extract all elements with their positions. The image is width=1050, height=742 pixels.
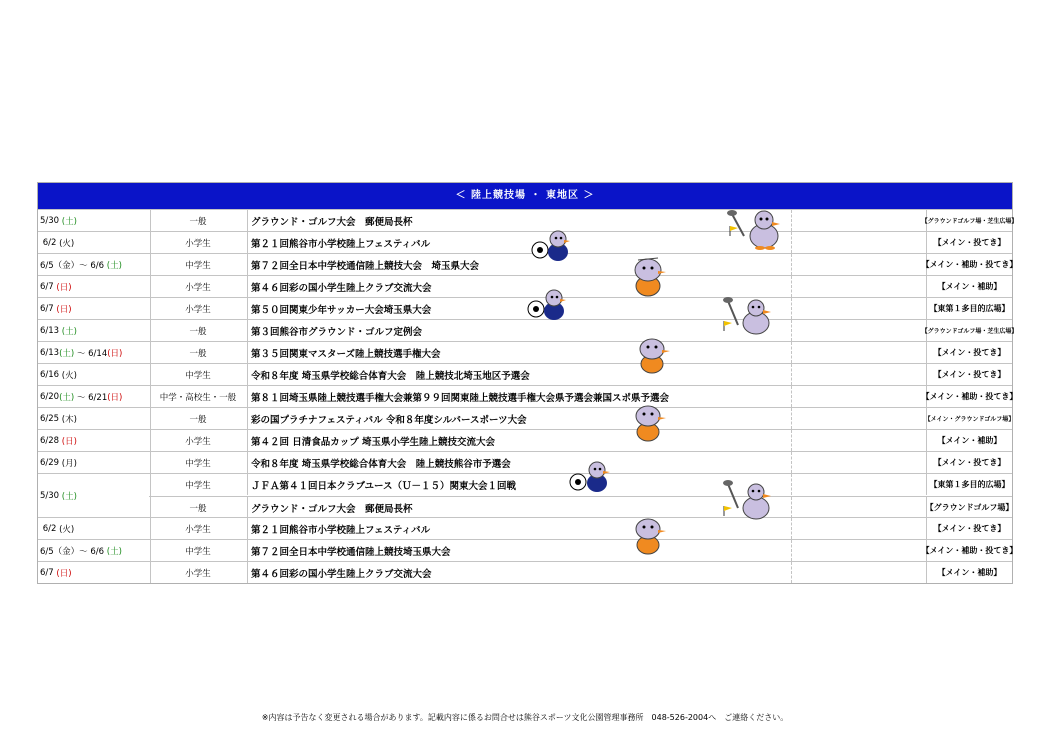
table-row xyxy=(38,297,1012,319)
event-cell: 第４６回彩の国小学生陸上クラブ交流大会 xyxy=(248,562,792,583)
category-cell: 小学生 xyxy=(149,298,248,319)
event-cell: 第４２回 日清食品カップ 埼玉県小学生陸上競技交流大会 xyxy=(248,430,792,451)
table-row xyxy=(38,341,1012,363)
footer-note: ※内容は予告なく変更される場合があります。記載内容に係るお問合せは熊谷スポーツ文化公園管理事務所 048-526-2004へ ご連絡ください。 xyxy=(261,713,789,722)
venue-cell: 【メイン・投てき】 xyxy=(933,348,1006,357)
date-cell: 5/30 (土) xyxy=(38,210,151,231)
category-cell: 小学生 xyxy=(149,276,248,297)
event-cell: ＪＦＡ第４１回日本クラブユース（Ｕ－１５）関東大会１回戦 xyxy=(248,474,792,495)
event-cell: 第２１回熊谷市小学校陸上フェスティバル xyxy=(248,232,792,253)
category-cell: 小学生 xyxy=(149,232,248,253)
venue-cell: 【グラウンドゴルフ場・芝生広場】 xyxy=(921,218,1018,225)
date-cell: 6/5（金）～ 6/6 (土) xyxy=(38,540,151,561)
soccer-mascot-icon xyxy=(526,287,570,321)
table-row xyxy=(38,275,1012,297)
category-cell: 小学生 xyxy=(149,562,248,583)
date-cell: 6/28 (日) xyxy=(38,430,151,451)
event-cell: グラウンド・ゴルフ大会 郵便局長杯 xyxy=(248,210,792,231)
date-cell: 6/25 (木) xyxy=(38,408,151,429)
soccer-mascot-icon xyxy=(530,228,574,262)
venue-cell: 【東第１多目的広場】 xyxy=(929,480,1010,489)
table-row xyxy=(38,209,1018,231)
table-row xyxy=(38,561,1012,583)
date-cell: 6/20 (土) ～ 6/21 (日) xyxy=(38,386,151,407)
table-row xyxy=(38,517,1012,539)
category-cell: 中学・高校生・一般 xyxy=(149,386,248,407)
category-cell: 中学生 xyxy=(149,452,248,473)
schedule-table xyxy=(37,182,1018,584)
event-cell: グラウンド・ゴルフ大会 郵便局長杯 xyxy=(248,497,792,518)
event-cell: 第４６回彩の国小学生陸上クラブ交流大会 xyxy=(248,276,792,297)
category-cell: 一般 xyxy=(149,342,248,363)
table-row-group xyxy=(38,473,1012,517)
golf-mascot-icon xyxy=(722,206,784,250)
category-cell: 中学生 xyxy=(149,540,248,561)
table-row xyxy=(38,385,1018,407)
date-cell: 6/5（金）～ 6/6 (土) xyxy=(38,254,151,275)
date-cell: 6/13 (土) ～ 6/14 (日) xyxy=(38,342,151,363)
table-row xyxy=(38,231,1012,253)
table-row xyxy=(38,429,1012,451)
date-cell: 6/7 (日) xyxy=(38,276,151,297)
event-cell: 第３回熊谷市グラウンド・ゴルフ定例会 xyxy=(248,320,792,341)
category-cell: 一般 xyxy=(149,320,248,341)
category-cell: 中学生 xyxy=(149,254,248,275)
category-cell: 一般 xyxy=(149,497,248,518)
table-row xyxy=(38,407,1015,429)
category-cell: 小学生 xyxy=(149,518,248,539)
runner-mascot-icon xyxy=(628,512,672,556)
table-row xyxy=(38,451,1012,473)
event-cell: 第７２回全日本中学校通信陸上競技大会 埼玉県大会 xyxy=(248,254,792,275)
venue-cell: 【メイン・補助・投てき】 xyxy=(921,392,1018,401)
date-cell: 6/2 (火) xyxy=(38,232,151,253)
venue-cell: 【メイン・投てき】 xyxy=(933,238,1006,247)
date-cell: 6/7 (日) xyxy=(38,298,151,319)
date-cell: 6/13 (土) xyxy=(38,320,151,341)
event-cell: 第８１回埼玉県陸上競技選手権大会兼第９９回関東陸上競技選手権大会県予選会兼国スポ県予選会 xyxy=(248,386,792,407)
venue-cell: 【メイン・投てき】 xyxy=(933,458,1006,467)
event-cell: 第２１回熊谷市小学校陸上フェスティバル xyxy=(248,518,792,539)
runner-mascot-icon xyxy=(628,400,672,442)
venue-cell: 【メイン・補助】 xyxy=(937,282,1002,291)
venue-cell: 【メイン・補助・投てき】 xyxy=(921,546,1018,555)
venue-cell: 【メイン・補助】 xyxy=(937,568,1002,577)
golf-mascot-icon xyxy=(716,295,774,339)
event-cell: 令和８年度 埼玉県学校総合体育大会 陸上競技北埼玉地区予選会 xyxy=(248,364,792,385)
category-cell: 小学生 xyxy=(149,430,248,451)
event-cell: 彩の国プラチナフェスティバル 令和８年度シルバースポーツ大会 xyxy=(248,408,792,429)
event-cell: 第７２回全日本中学校通信陸上競技埼玉県大会 xyxy=(248,540,792,561)
category-cell: 一般 xyxy=(149,210,248,231)
runner-mascot-icon xyxy=(632,334,676,374)
venue-cell: 【東第１多目的広場】 xyxy=(929,304,1010,313)
category-cell: 一般 xyxy=(149,408,248,429)
event-cell: 第３５回関東マスターズ陸上競技選手権大会 xyxy=(248,342,792,363)
event-cell: 令和８年度 埼玉県学校総合体育大会 陸上競技熊谷市予選会 xyxy=(248,452,792,473)
table-row xyxy=(38,253,1018,275)
venue-cell: 【グラウンドゴルフ場】 xyxy=(925,503,1014,512)
category-cell: 中学生 xyxy=(149,364,248,385)
venue-cell: 【メイン・グラウンドゴルフ場】 xyxy=(924,416,1015,423)
date-cell: 6/2 (火) xyxy=(38,518,151,539)
date-cell: 5/30 (土) xyxy=(38,474,151,517)
table-row xyxy=(38,363,1012,385)
venue-cell: 【メイン・補助】 xyxy=(937,436,1002,445)
table-subrow xyxy=(149,496,1012,518)
venue-cell: 【メイン・投てき】 xyxy=(933,370,1006,379)
date-cell: 6/7 (日) xyxy=(38,562,151,583)
venue-cell: 【メイン・投てき】 xyxy=(933,524,1006,533)
category-cell: 中学生 xyxy=(149,474,248,495)
soccer-mascot-icon xyxy=(568,458,614,494)
date-cell: 6/29 (月) xyxy=(38,452,151,473)
table-row xyxy=(38,319,1018,341)
golf-mascot-icon xyxy=(716,478,774,524)
date-cell: 6/16 (火) xyxy=(38,364,151,385)
runner-mascot-icon xyxy=(628,252,672,298)
venue-cell: 【メイン・補助・投てき】 xyxy=(921,260,1018,269)
table-header-banner: ＜ 陸上競技場 ・ 東地区 ＞ xyxy=(38,183,1012,209)
venue-cell: 【グラウンドゴルフ場・芝生広場】 xyxy=(921,328,1018,335)
event-cell: 第５０回関東少年サッカー大会埼玉県大会 xyxy=(248,298,792,319)
table-row xyxy=(38,539,1018,561)
